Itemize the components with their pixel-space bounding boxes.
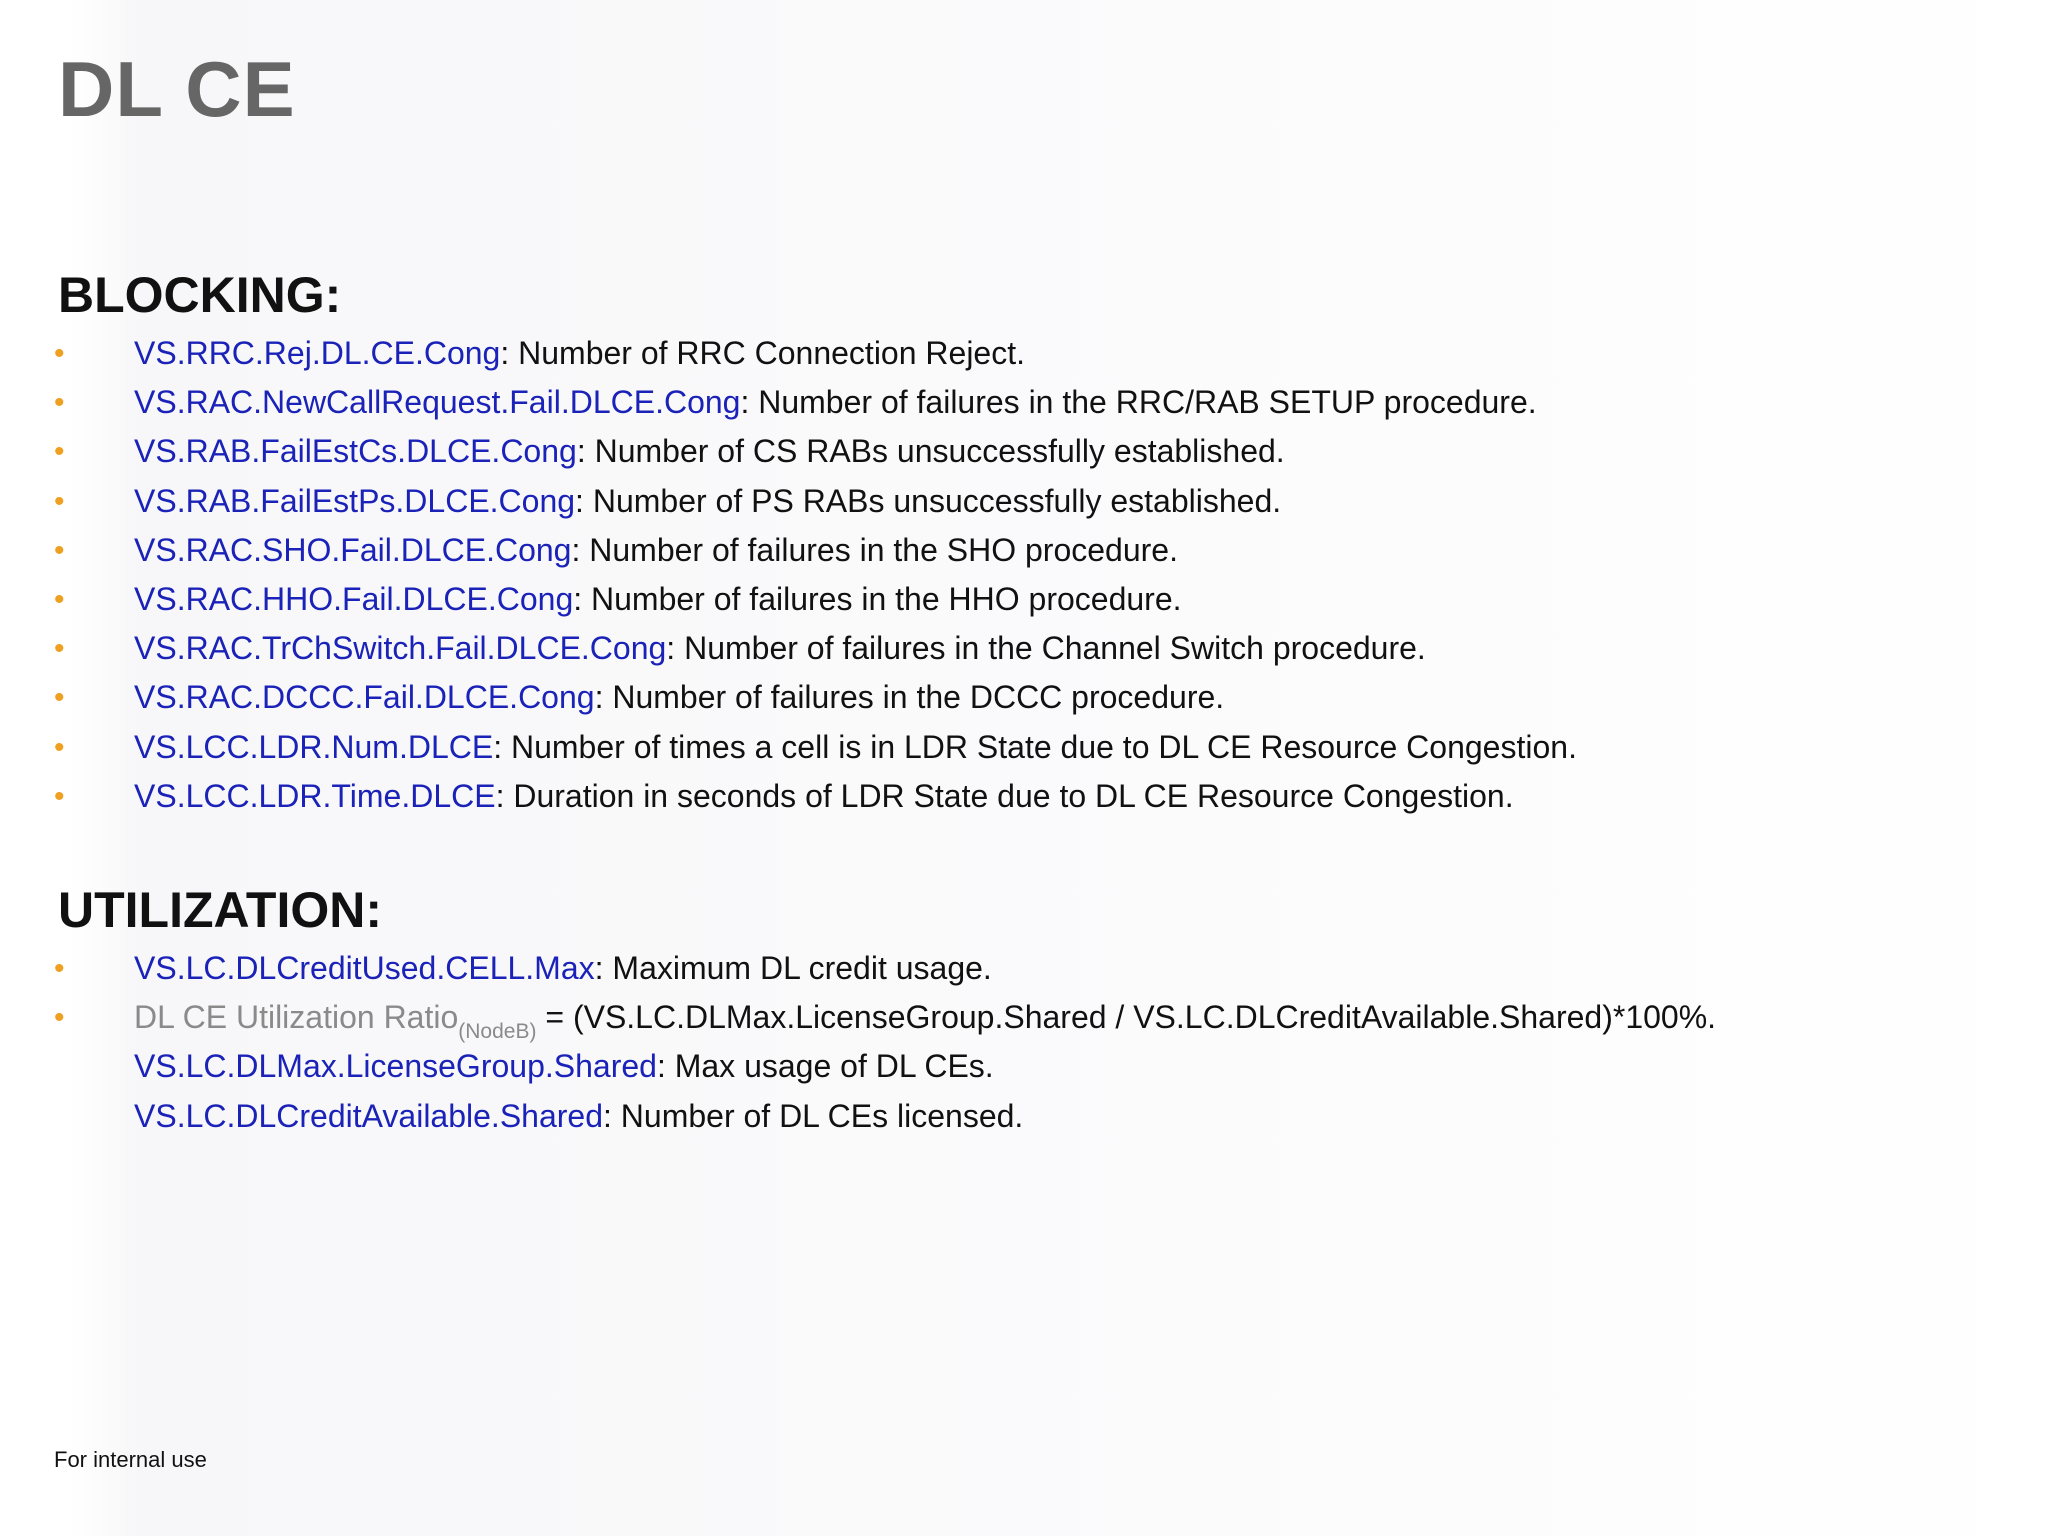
- bullet-icon: •: [54, 632, 65, 666]
- kpi-description: Number of failures in the SHO procedure.: [580, 531, 1178, 568]
- bullet-icon: •: [54, 779, 65, 813]
- section-heading-blocking: BLOCKING:: [58, 267, 342, 323]
- kpi-name: VS.LCC.LDR.Time.DLCE: [134, 777, 496, 814]
- kpi-description: Number of failures in the HHO procedure.: [582, 580, 1182, 617]
- bullet-icon: •: [54, 681, 65, 715]
- bullet-icon: •: [54, 730, 65, 764]
- kpi-description: Number of times a cell is in LDR State due to DL CE Resource Congestion.: [502, 728, 1577, 765]
- bullet-icon: •: [54, 952, 65, 985]
- kpi-name: VS.RAC.SHO.Fail.DLCE.Cong: [134, 531, 572, 568]
- kpi-name: VS.LC.DLCreditAvailable.Shared: [134, 1097, 603, 1134]
- kpi-name: VS.RAC.TrChSwitch.Fail.DLCE.Cong: [134, 630, 667, 667]
- kpi-name: VS.LC.DLCreditUsed.CELL.Max: [134, 950, 595, 986]
- kpi-description: Number of failures in the RRC/RAB SETUP procedure.: [749, 384, 1537, 421]
- kpi-description: Maximum DL credit usage.: [603, 950, 992, 986]
- formula-expression: = (VS.LC.DLMax.LicenseGroup.Shared / VS.LC.DLCreditAvailable.Shared)*100%.: [536, 999, 1717, 1036]
- kpi-name: VS.RAB.FailEstPs.DLCE.Cong: [134, 482, 576, 519]
- bullet-icon: •: [54, 533, 65, 567]
- kpi-description: Duration in seconds of LDR State due to DL CE Resource Congestion.: [504, 777, 1514, 814]
- bullet-icon: •: [54, 484, 65, 518]
- kpi-name: VS.RAC.DCCC.Fail.DLCE.Cong: [134, 679, 595, 716]
- kpi-description: Number of failures in the Channel Switch procedure.: [675, 630, 1426, 667]
- kpi-description: Number of PS RABs unsuccessfully established.: [583, 482, 1282, 519]
- kpi-name: VS.RRC.Rej.DL.CE.Cong: [134, 335, 501, 371]
- footer-text: For internal use: [54, 1447, 207, 1472]
- kpi-name: VS.LC.DLMax.LicenseGroup.Shared: [134, 1048, 657, 1085]
- page-title: DL CE: [58, 45, 296, 133]
- kpi-name: VS.RAB.FailEstCs.DLCE.Cong: [134, 433, 577, 470]
- formula-subscript: (NodeB): [458, 1020, 537, 1044]
- kpi-description: Number of DL CEs licensed.: [611, 1097, 1024, 1134]
- bullet-icon: •: [54, 1001, 65, 1035]
- kpi-description: Number of RRC Connection Reject.: [509, 335, 1025, 371]
- kpi-name: VS.LCC.LDR.Num.DLCE: [134, 728, 494, 765]
- bullet-icon: •: [54, 337, 65, 370]
- kpi-description: Number of CS RABs unsuccessfully established.: [585, 433, 1285, 470]
- bullet-icon: •: [54, 582, 65, 616]
- formula-name: DL CE Utilization Ratio: [134, 999, 459, 1036]
- section-heading-utilization: UTILIZATION:: [58, 882, 382, 938]
- kpi-name: VS.RAC.NewCallRequest.Fail.DLCE.Cong: [134, 384, 741, 421]
- kpi-name: VS.RAC.HHO.Fail.DLCE.Cong: [134, 580, 574, 617]
- bullet-icon: •: [54, 386, 65, 420]
- kpi-description: Number of failures in the DCCC procedure.: [603, 679, 1225, 716]
- kpi-description: Max usage of DL CEs.: [665, 1048, 994, 1085]
- bullet-icon: •: [54, 435, 65, 469]
